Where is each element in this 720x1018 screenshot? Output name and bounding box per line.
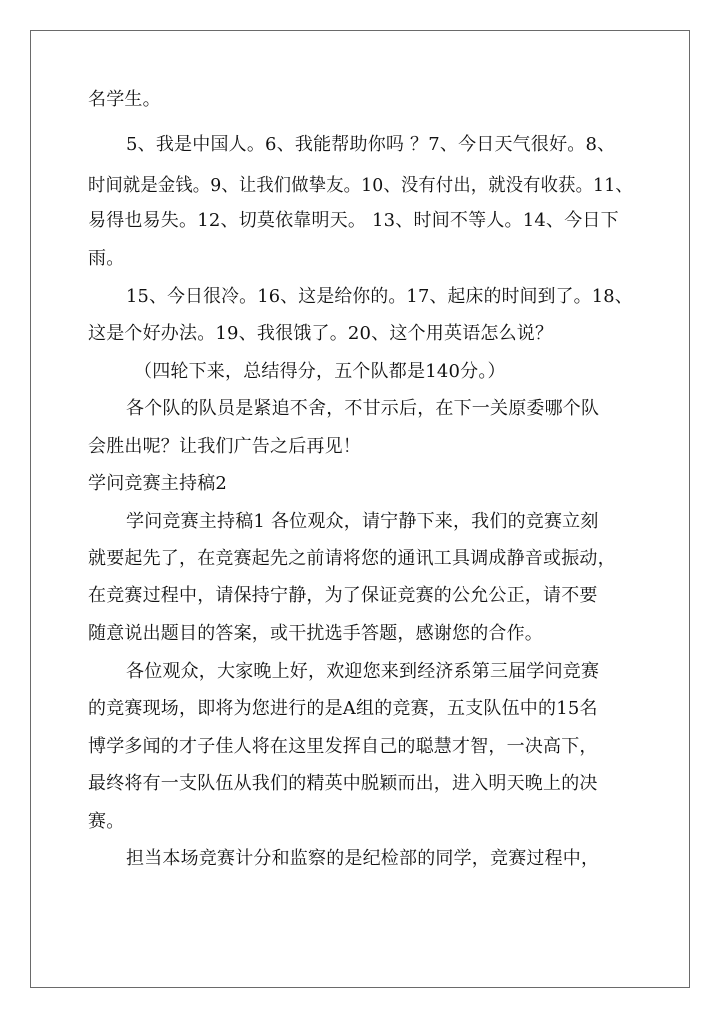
- text-line: 雨。: [88, 248, 125, 269]
- text-line: 学问竞赛主持稿1 各位观众，请宁静下来，我们的竞赛立刻: [126, 511, 599, 532]
- text-line: 在竞赛过程中，请保持宁静，为了保证竞赛的公允公正，请不要: [88, 585, 598, 606]
- text-line: 时间就是金钱。9、让我们做挚友。10、没有付出，就没有收获。11、: [88, 175, 633, 196]
- text-line: 担当本场竞赛计分和监察的是纪检部的同学，竞赛过程中，: [126, 848, 600, 869]
- text-line: 赛。: [88, 811, 125, 832]
- text-line: 各个队的队员是紧追不舍，不甘示后，在下一关原委哪个队: [126, 398, 600, 419]
- text-line: 名学生。: [88, 89, 161, 110]
- section-heading: 学问竞赛主持稿2: [88, 473, 228, 494]
- text-line: （四轮下来，总结得分，五个队都是140分。）: [134, 361, 506, 382]
- text-line: 易得也易失。12、切莫依靠明天。 13、时间不等人。14、今日下: [88, 210, 619, 231]
- text-line: 的竞赛现场，即将为您进行的是A组的竞赛，五支队伍中的15名: [88, 698, 598, 719]
- text-line: 这是个好办法。19、我很饿了。20、这个用英语怎么说？: [88, 323, 554, 344]
- text-line: 5、我是中国人。6、我能帮助你吗 ？7、今日天气很好。8、: [126, 134, 616, 155]
- text-line: 最终将有一支队伍从我们的精英中脱颖而出，进入明天晚上的决: [88, 773, 598, 794]
- text-line: 博学多闻的才子佳人将在这里发挥自己的聪慧才智，一决高下，: [88, 736, 598, 757]
- text-line: 各位观众，大家晚上好，欢迎您来到经济系第三届学问竞赛: [126, 661, 600, 682]
- text-line: 会胜出呢？让我们广告之后再见！: [88, 436, 361, 457]
- text-line: 15、今日很冷。16、这是给你的。17、起床的时间到了。18、: [126, 286, 633, 307]
- text-line: 随意说出题目的答案，或干扰选手答题，感谢您的合作。: [88, 623, 543, 644]
- text-line: 就要起先了，在竞赛起先之前请将您的通讯工具调成静音或振动，: [88, 548, 616, 569]
